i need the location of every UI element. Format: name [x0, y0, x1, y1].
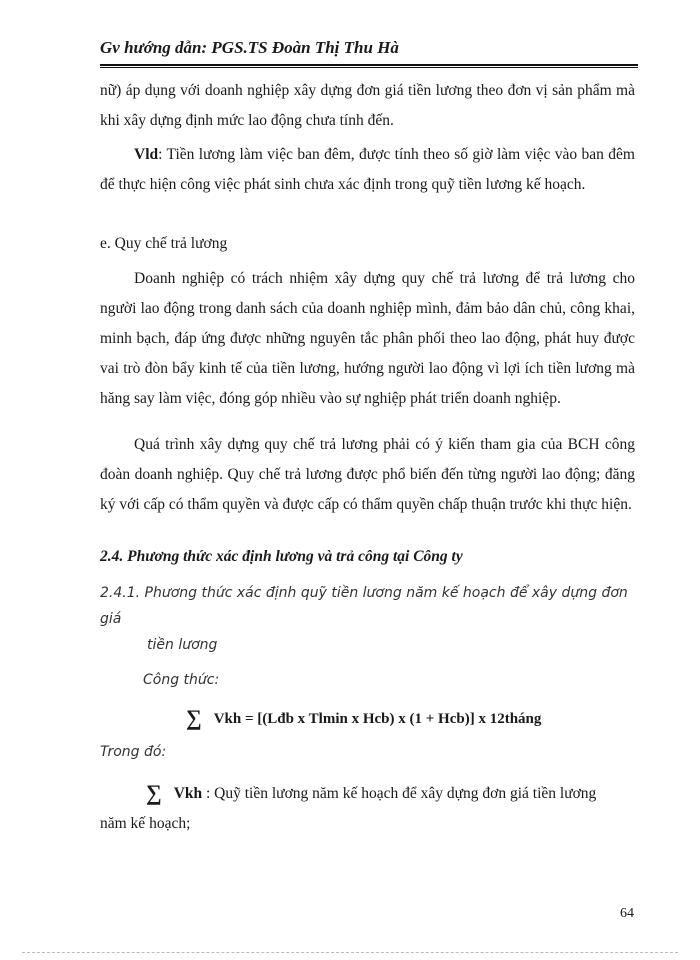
- header-rule: [100, 64, 638, 66]
- paragraph-quy-che-body: Doanh nghiệp có trách nhiệm xây dựng quy chế trả lương để trả lương cho người lao động trong danh sách của doanh nghiệp mình, đảm bảo dân chủ, công khai, minh bạch, đáp ứng được những nguyên tắc phân phối theo lao động, phát huy được vai trò đòn bẩy kinh tế của tiền lương, hướng người lao động vì lợi ích tiền lương mà hăng say làm việc, đóng góp nhiều vào sự nghiệp phát triển doanh nghiệp.: [100, 270, 635, 407]
- formula-expression: Vkh = [(Lđb x Tlmin x Hcb) x (1 + Hcb)] x 12tháng: [213, 711, 542, 727]
- page-bottom-edge: [22, 952, 678, 953]
- definition-text: : Quỹ tiền lương năm kế hoạch để xây dựng đơn giá tiền lương: [202, 785, 597, 802]
- sigma-symbol: ∑: [186, 705, 202, 730]
- header-rule-thin: [100, 67, 638, 68]
- vld-text: : Tiền lương làm việc ban đêm, được tính theo số giờ làm việc vào ban đêm để thực hiện công việc phát sinh chưa xác định trong quỹ tiền lương kế hoạch.: [100, 146, 635, 193]
- subsection-title: [100, 580, 640, 658]
- subsection-line-2: tiền lương: [147, 637, 218, 653]
- vld-label: Vld: [134, 146, 159, 163]
- paragraph-continuation: nữ) áp dụng với doanh nghiệp xây dựng đơn giá tiền lương theo đơn vị sản phẩm mà khi xây dựng định mức lao động chưa tính đến.: [100, 82, 635, 129]
- subheading-quy-che: e. Quy chế trả lương: [100, 235, 228, 252]
- formula-label: Công thức:: [143, 672, 220, 688]
- section-title: 2.4. Phương thức xác định lương và trả công tại Công ty: [100, 548, 463, 565]
- sigma-symbol-def: ∑: [146, 780, 162, 805]
- definition-text-cont: năm kế hoạch;: [100, 815, 191, 832]
- definitions-intro: Trong đó:: [100, 744, 167, 760]
- page-header: Gv hướng dẫn: PGS.TS Đoàn Thị Thu Hà: [100, 38, 399, 57]
- page-number: 64: [620, 906, 634, 921]
- paragraph-vld: [100, 140, 635, 200]
- definition-symbol: Vkh: [173, 785, 203, 802]
- paragraph-qua-trinh: Quá trình xây dựng quy chế trả lương phải có ý kiến tham gia của BCH công đoàn doanh nghiệp. Quy chế trả lương được phổ biến đến từng người lao động; đăng ký với cấp có thẩm quyền và được cấp có thẩm quyền chấp thuận trước khi thực hiện.: [100, 436, 635, 513]
- formula: [186, 705, 541, 731]
- subsection-line-1: 2.4.1. Phương thức xác định quỹ tiền lương năm kế hoạch để xây dựng đơn giá: [100, 585, 628, 627]
- definition-vkh: [100, 778, 635, 839]
